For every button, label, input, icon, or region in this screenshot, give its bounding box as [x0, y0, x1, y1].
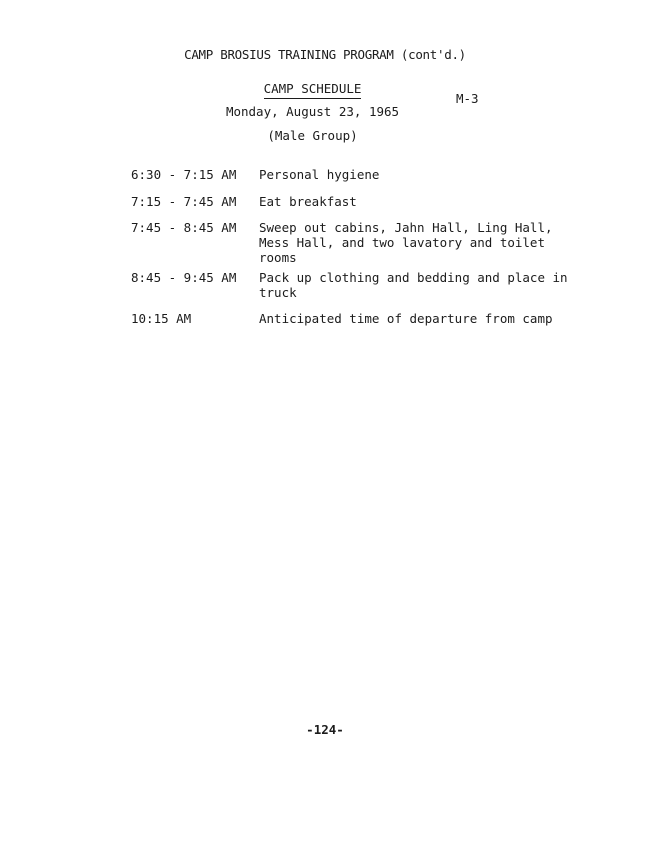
schedule-date: Monday, August 23, 1965	[225, 104, 400, 119]
activity-line: Mess Hall, and two lavatory and toilet	[259, 235, 545, 250]
activity-line: Pack up clothing and bedding and place in	[259, 270, 568, 285]
schedule-activity	[259, 270, 568, 300]
schedule-activity	[259, 220, 553, 265]
schedule-activity	[259, 167, 544, 182]
activity-line: Personal hygiene	[259, 167, 380, 182]
program-title: CAMP BROSIUS TRAINING PROGRAM (cont'd.)	[184, 47, 466, 62]
activity-line: Anticipated time of departure from camp	[259, 311, 553, 326]
schedule-time: 6:30 - 7:15 AM	[131, 167, 237, 182]
schedule-time: 7:15 - 7:45 AM	[131, 194, 237, 209]
group-label: (Male Group)	[267, 128, 358, 143]
schedule-time: 7:45 - 8:45 AM	[131, 220, 237, 235]
schedule-time: 8:45 - 9:45 AM	[131, 270, 237, 285]
schedule-activity	[259, 194, 544, 209]
activity-line: Eat breakfast	[259, 194, 357, 209]
schedule-heading-text: CAMP SCHEDULE	[264, 81, 362, 99]
schedule-time: 10:15 AM	[131, 311, 192, 326]
activity-line: rooms	[259, 250, 297, 265]
activity-line: Sweep out cabins, Jahn Hall, Ling Hall,	[259, 220, 553, 235]
page-code: M-3	[456, 91, 479, 106]
schedule-activity	[259, 311, 553, 326]
activity-line: truck	[259, 285, 297, 300]
page-number: -124-	[306, 722, 344, 737]
